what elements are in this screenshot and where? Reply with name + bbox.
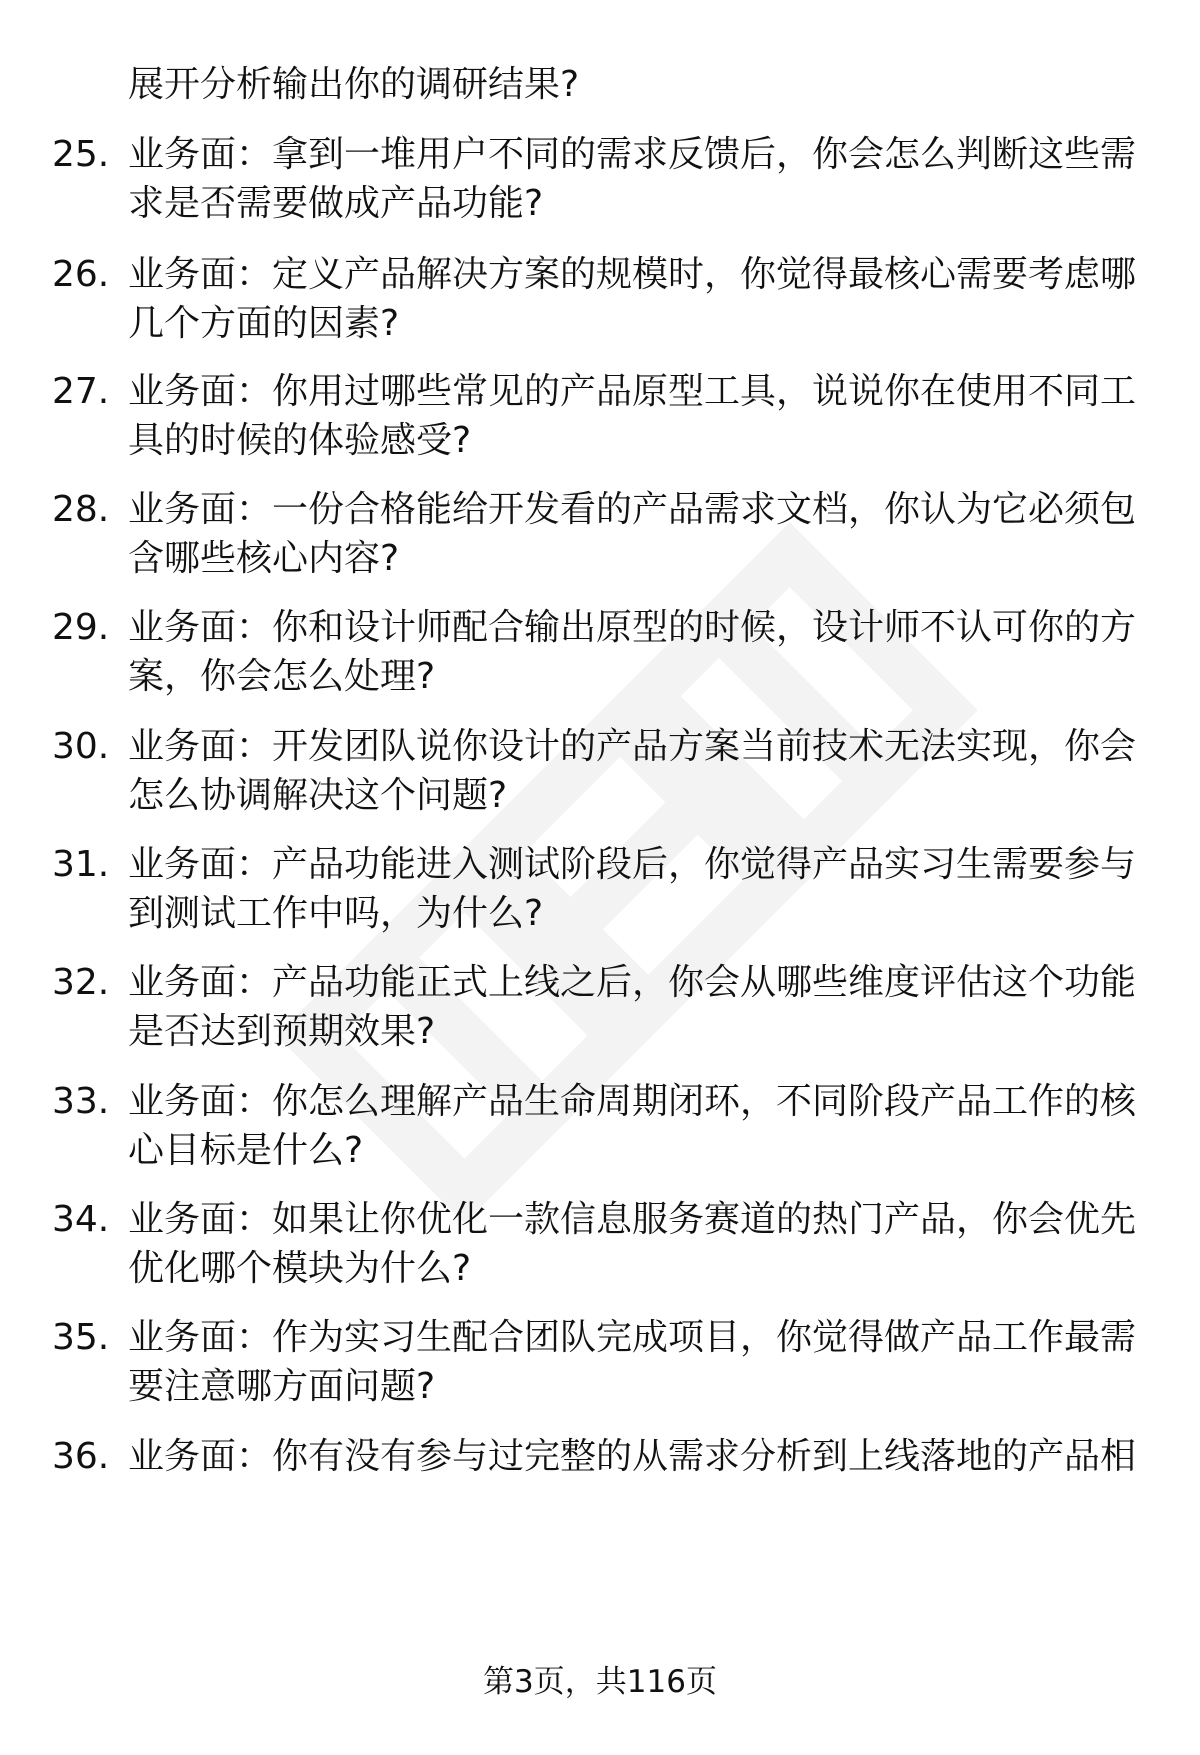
- question-number: 30.: [52, 726, 110, 767]
- question-number: 32.: [52, 962, 110, 1003]
- question-text: 业务面：开发团队说你设计的产品方案当前技术无法实现，你会怎么协调解决这个问题?: [128, 726, 1137, 816]
- question-number: 31.: [52, 844, 110, 885]
- page-footer: 第3页，共116页: [483, 1664, 717, 1700]
- question-number: 25.: [52, 134, 110, 175]
- question-text: 业务面：如果让你优化一款信息服务赛道的热门产品，你会优先优化哪个模块为什么?: [128, 1199, 1137, 1289]
- question-text: 业务面：产品功能正式上线之后，你会从哪些维度评估这个功能是否达到预期效果?: [128, 962, 1137, 1052]
- question-number: 27.: [52, 371, 110, 412]
- question-text: 业务面：产品功能进入测试阶段后，你觉得产品实习生需要参与到测试工作中吗，为什么?: [128, 844, 1137, 934]
- question-number: 33.: [52, 1081, 110, 1122]
- question-text: 业务面：你怎么理解产品生命周期闭环，不同阶段产品工作的核心目标是什么?: [128, 1081, 1137, 1171]
- question-text: 业务面：定义产品解决方案的规模时，你觉得最核心需要考虑哪几个方面的因素?: [128, 254, 1137, 344]
- continuation-text: 展开分析输出你的调研结果?: [128, 64, 580, 105]
- question-text: 业务面：作为实习生配合团队完成项目，你觉得做产品工作最需要注意哪方面问题?: [128, 1317, 1137, 1407]
- question-text: 业务面：你有没有参与过完整的从需求分析到上线落地的产品相: [128, 1436, 1137, 1477]
- question-number: 28.: [52, 489, 110, 530]
- question-number: 34.: [52, 1199, 110, 1240]
- question-number: 35.: [52, 1317, 110, 1358]
- question-number: 29.: [52, 607, 110, 648]
- question-number: 26.: [52, 254, 110, 295]
- question-text: 业务面：一份合格能给开发看的产品需求文档，你认为它必须包含哪些核心内容?: [128, 489, 1137, 579]
- question-number: 36.: [52, 1436, 110, 1477]
- question-text: 业务面：你用过哪些常见的产品原型工具，说说你在使用不同工具的时候的体验感受?: [128, 371, 1137, 461]
- question-text: 业务面：你和设计师配合输出原型的时候，设计师不认可你的方案，你会怎么处理?: [128, 607, 1137, 697]
- question-text: 业务面：拿到一堆用户不同的需求反馈后，你会怎么判断这些需求是否需要做成产品功能?: [128, 134, 1137, 224]
